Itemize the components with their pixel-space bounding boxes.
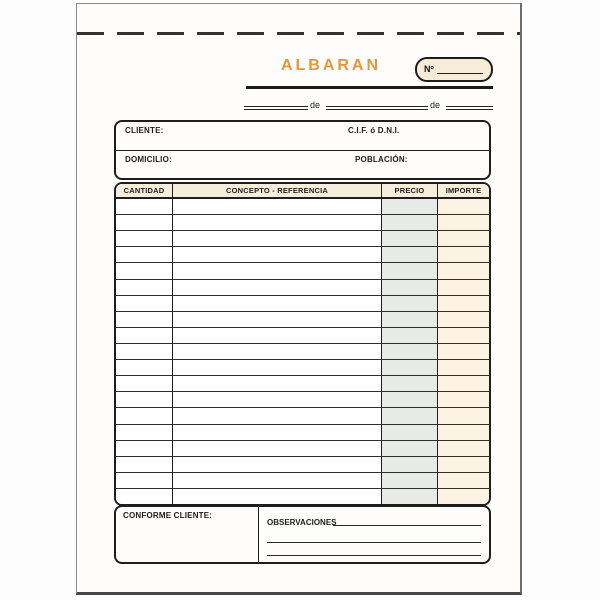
footer-box (114, 505, 491, 564)
quantity-cell (116, 425, 173, 440)
quantity-cell (116, 392, 173, 407)
date-line (244, 98, 494, 110)
form-title: ALBARAN (280, 57, 382, 74)
table-row (116, 489, 489, 504)
price-cell (382, 360, 438, 375)
quantity-cell (116, 199, 173, 214)
header-concepto-referencia: CONCEPTO - REFERENCIA (173, 184, 382, 197)
price-cell (382, 441, 438, 456)
date-blank-month (326, 106, 428, 110)
quantity-cell (116, 280, 173, 295)
concept-cell (173, 425, 382, 440)
concept-cell (173, 473, 382, 488)
price-cell (382, 263, 438, 278)
price-cell (382, 489, 438, 504)
concept-cell (173, 392, 382, 407)
table-row (116, 360, 489, 376)
table-row (116, 231, 489, 247)
observaciones-blank-line-1 (333, 525, 481, 526)
price-cell (382, 312, 438, 327)
number-blank-line (437, 73, 483, 74)
price-cell (382, 344, 438, 359)
concept-cell (173, 376, 382, 391)
table-body (116, 199, 489, 504)
cif-dni-label: C.I.F. ó D.N.I. (348, 126, 400, 135)
concept-cell (173, 344, 382, 359)
observaciones-cell (259, 507, 489, 562)
importe-cell (438, 457, 489, 472)
importe-cell (438, 280, 489, 295)
quantity-cell (116, 312, 173, 327)
number-label: Nº (424, 64, 434, 74)
client-row-2 (116, 150, 489, 179)
title-rule (246, 86, 493, 89)
quantity-cell (116, 408, 173, 423)
quantity-cell (116, 215, 173, 230)
price-cell (382, 425, 438, 440)
table-row (116, 473, 489, 489)
concept-cell (173, 408, 382, 423)
concept-cell (173, 199, 382, 214)
quantity-cell (116, 231, 173, 246)
importe-cell (438, 296, 489, 311)
price-cell (382, 376, 438, 391)
date-blank-year (446, 106, 493, 110)
table-row (116, 457, 489, 473)
importe-cell (438, 360, 489, 375)
quantity-cell (116, 489, 173, 504)
quantity-cell (116, 296, 173, 311)
importe-cell (438, 247, 489, 262)
importe-cell (438, 199, 489, 214)
price-cell (382, 392, 438, 407)
document-number-field (415, 57, 493, 82)
importe-cell (438, 425, 489, 440)
price-cell (382, 215, 438, 230)
importe-cell (438, 215, 489, 230)
importe-cell (438, 312, 489, 327)
table-row (116, 392, 489, 408)
importe-cell (438, 408, 489, 423)
client-row-1 (116, 122, 489, 150)
concept-cell (173, 328, 382, 343)
date-blank-day (244, 106, 308, 110)
concept-cell (173, 231, 382, 246)
table-row (116, 408, 489, 424)
quantity-cell (116, 457, 173, 472)
quantity-cell (116, 247, 173, 262)
price-cell (382, 280, 438, 295)
concept-cell (173, 263, 382, 278)
perforation-dashed-line (77, 32, 520, 35)
items-table (114, 182, 491, 506)
quantity-cell (116, 441, 173, 456)
price-cell (382, 296, 438, 311)
concept-cell (173, 296, 382, 311)
date-word-de-2: de (430, 100, 441, 110)
importe-cell (438, 344, 489, 359)
conforme-cliente-cell (116, 507, 259, 562)
table-row (116, 344, 489, 360)
price-cell (382, 473, 438, 488)
importe-cell (438, 473, 489, 488)
table-row (116, 263, 489, 279)
concept-cell (173, 360, 382, 375)
table-header-row (116, 184, 489, 199)
concept-cell (173, 215, 382, 230)
concept-cell (173, 247, 382, 262)
domicilio-label: DOMICILIO: (125, 154, 172, 164)
table-row (116, 328, 489, 344)
delivery-note-sheet (76, 3, 522, 595)
observaciones-label: OBSERVACIONES (267, 518, 337, 527)
importe-cell (438, 392, 489, 407)
conforme-cliente-label: CONFORME CLIENTE: (123, 511, 213, 520)
observaciones-blank-line-2 (267, 542, 481, 543)
concept-cell (173, 441, 382, 456)
table-row (116, 376, 489, 392)
concept-cell (173, 489, 382, 504)
importe-cell (438, 376, 489, 391)
table-row (116, 247, 489, 263)
header-importe: IMPORTE (438, 184, 489, 197)
observaciones-blank-line-3 (267, 555, 481, 556)
price-cell (382, 231, 438, 246)
quantity-cell (116, 376, 173, 391)
quantity-cell (116, 328, 173, 343)
table-row (116, 425, 489, 441)
price-cell (382, 247, 438, 262)
table-row (116, 296, 489, 312)
table-row (116, 441, 489, 457)
importe-cell (438, 263, 489, 278)
table-row (116, 215, 489, 231)
table-row (116, 199, 489, 215)
concept-cell (173, 312, 382, 327)
importe-cell (438, 441, 489, 456)
date-word-de-1: de (310, 100, 321, 110)
cliente-label: CLIENTE: (125, 126, 164, 135)
header-cantidad: CANTIDAD (116, 184, 173, 197)
quantity-cell (116, 344, 173, 359)
header-precio: PRECIO (382, 184, 438, 197)
concept-cell (173, 457, 382, 472)
poblacion-label: POBLACIÓN: (355, 154, 408, 164)
price-cell (382, 457, 438, 472)
price-cell (382, 408, 438, 423)
importe-cell (438, 328, 489, 343)
quantity-cell (116, 360, 173, 375)
quantity-cell (116, 263, 173, 278)
concept-cell (173, 280, 382, 295)
quantity-cell (116, 473, 173, 488)
table-row (116, 280, 489, 296)
price-cell (382, 199, 438, 214)
importe-cell (438, 231, 489, 246)
table-row (116, 312, 489, 328)
price-cell (382, 328, 438, 343)
client-info-box (114, 120, 491, 180)
importe-cell (438, 489, 489, 504)
